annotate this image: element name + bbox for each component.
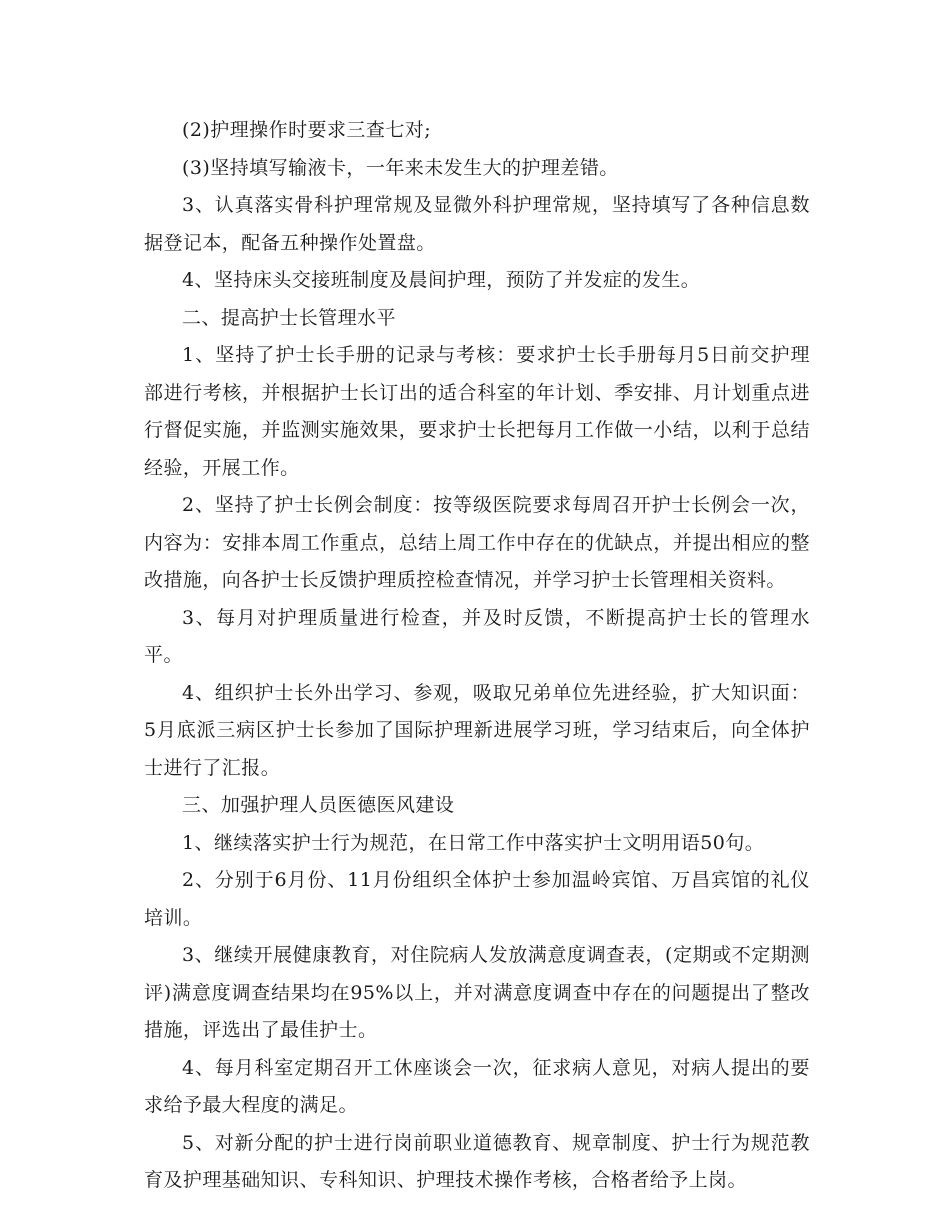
paragraph-patient-meeting: 4、每月科室定期召开工休座谈会一次，征求病人意见，对病人提出的要求给予最大程度的满足。: [144, 1056, 810, 1116]
paragraph-orthopedic-care: 3、认真落实骨科护理常规及显微外科护理常规，坚持填写了各种信息数据登记本，配备五种操作处置盘。: [144, 194, 810, 254]
document-page: [144, 112, 810, 1200]
paragraph-quality-check: 3、每月对护理质量进行检查，并及时反馈，不断提高护士长的管理水平。: [144, 606, 810, 666]
paragraph-external-study: 4、组织护士长外出学习、参观，吸取兄弟单位先进经验，扩大知识面：5月底派三病区护士长参加了国际护理新进展学习班，学习结束后，向全体护士进行了汇报。: [144, 681, 810, 779]
paragraph-head-nurse-handbook: 1、坚持了护士长手册的记录与考核：要求护士长手册每月5日前交护理部进行考核，并根据护士长订出的适合科室的年计划、季安排、月计划重点进行督促实施，并监测实施效果，要求护士长把每月工作做一小结，以利于总结经验，开展工作。: [144, 344, 810, 479]
paragraph-infusion-card: (3)坚持填写输液卡，一年来未发生大的护理差错。: [182, 156, 619, 179]
paragraph-health-education: 3、继续开展健康教育，对住院病人发放满意度调查表，(定期或不定期测评)满意度调查结果均在95%以上，并对满意度调查中存在的问题提出了整改措施，评选出了最佳护士。: [144, 944, 810, 1041]
paragraph-etiquette-training: 2、分别于6月份、11月份组织全体护士参加温岭宾馆、万昌宾馆的礼仪培训。: [144, 869, 810, 929]
section-heading-head-nurse-management: 二、提高护士长管理水平: [182, 306, 396, 329]
paragraph-head-nurse-meeting: 2、坚持了护士长例会制度：按等级医院要求每周召开护士长例会一次，内容为：安排本周工作重点，总结上周工作中存在的优缺点，并提出相应的整改措施，向各护士长反馈护理质控检查情况，并学习护士长管理相关资料。: [144, 494, 810, 591]
section-heading-ethics: 三、加强护理人员医德医风建设: [182, 794, 455, 816]
paragraph-bedside-handover: 4、坚持床头交接班制度及晨间护理，预防了并发症的发生。: [182, 269, 701, 291]
paragraph-check-rule: (2)护理操作时要求三查七对;: [182, 119, 432, 141]
paragraph-new-nurse-training: 5、对新分配的护士进行岗前职业道德教育、规章制度、护士行为规范教育及护理基础知识、专科知识、护理技术操作考核，合格者给予上岗。: [144, 1131, 810, 1191]
paragraph-conduct-norms: 1、继续落实护士行为规范，在日常工作中落实护士文明用语50句。: [182, 831, 765, 854]
